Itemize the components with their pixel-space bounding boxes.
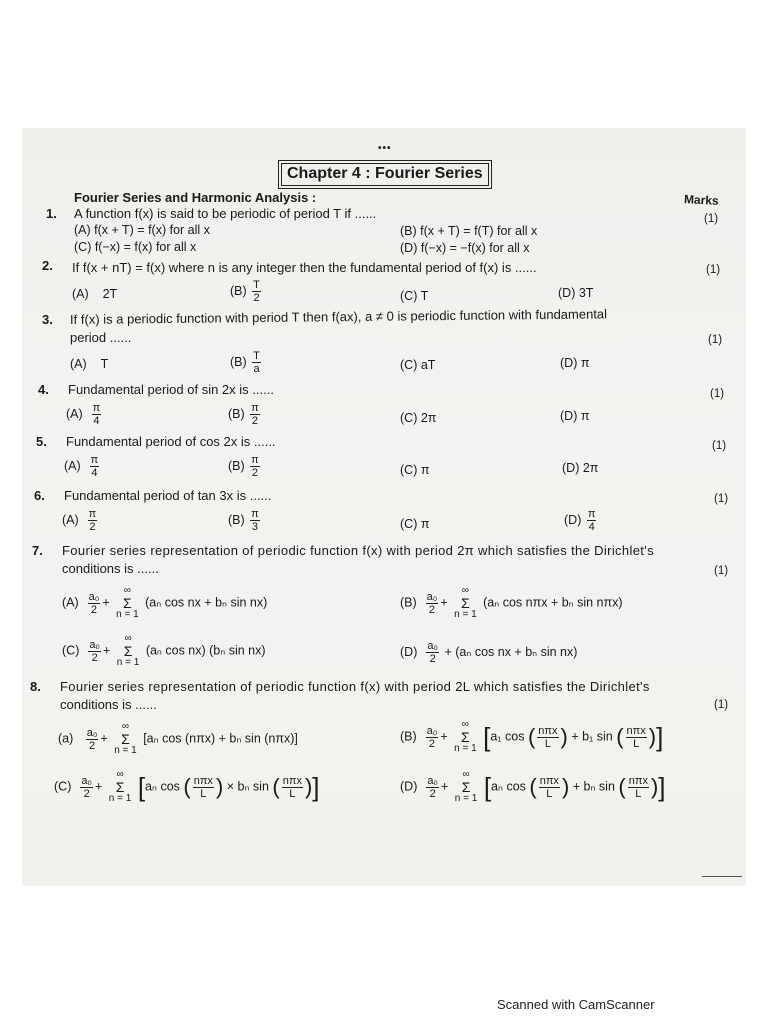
option-d: (D) 2π bbox=[562, 461, 599, 475]
option-a: (A) T bbox=[70, 357, 109, 371]
option-d: (D) f(−x) = −f(x) for all x bbox=[400, 241, 530, 255]
question-text: Fundamental period of cos 2x is ...... bbox=[66, 434, 276, 449]
question-text: Fourier series representation of periodic function f(x) with period 2π which satisfies the Dirichlet's bbox=[62, 543, 654, 558]
question-text-cont: conditions is ...... bbox=[60, 697, 157, 712]
option-d: (D) $\frac{\text{a₀}}{2}$ + (aₙ cos nx + bₙ sin nx) bbox=[400, 640, 578, 665]
section-title: Fourier Series and Harmonic Analysis : bbox=[74, 190, 317, 205]
option-a: (A) $\frac{\pi}{4}$ bbox=[64, 454, 99, 479]
question-marks: (1) bbox=[710, 388, 725, 400]
option-d: (D) 3T bbox=[558, 286, 594, 300]
question-marks: (1) bbox=[704, 213, 719, 225]
question-text: A function f(x) is said to be periodic of period T if ...... bbox=[74, 206, 377, 221]
option-b: (B) f(x + T) = f(T) for all x bbox=[400, 224, 538, 238]
question-marks: (1) bbox=[714, 565, 729, 577]
question-number: 2. bbox=[42, 258, 53, 273]
option-a: (A) 2T bbox=[72, 287, 118, 301]
question-number: 1. bbox=[46, 206, 57, 221]
option-c: (C) π bbox=[400, 517, 430, 531]
option-b: (B) $\frac{\text{a₀}}{2}$ + ∞ Σ n = 1 (aₙ cos nπx + bₙ sin nπx) bbox=[400, 585, 623, 620]
question-marks: (1) bbox=[714, 493, 729, 505]
question-marks: (1) bbox=[714, 699, 729, 711]
option-c: (C) π bbox=[400, 463, 430, 477]
question-text-cont: period ...... bbox=[70, 330, 132, 345]
option-a: (a) $\frac{\text{a₀}}{2}$ + ∞ Σ n = 1 [aₙ cos (nπx) + bₙ sin (nπx)] bbox=[58, 721, 298, 756]
question-text: Fourier series representation of periodic function f(x) with period 2L which satisfies the Dirichlet's bbox=[60, 679, 650, 694]
option-d: (D) $\frac{\text{a₀}}{2}$ + ∞ Σ n = 1 [aₙ cos ( $\frac{\text{nπx}}{L}$ ) + bₙ sin ( $\frac{\text{nπx}}{L}$ )] bbox=[400, 769, 666, 804]
option-a: (A) $\frac{\pi}{2}$ bbox=[62, 508, 97, 533]
option-b: (B) $\frac{T}{a}$ bbox=[230, 350, 260, 375]
option-c: (C) $\frac{\text{a₀}}{2}$ + ∞ Σ n = 1 (aₙ cos nx) (bₙ sin nx) bbox=[62, 633, 266, 668]
question-marks: (1) bbox=[708, 334, 723, 346]
option-b: (B) $\frac{\pi}{2}$ bbox=[228, 454, 259, 479]
option-a: (A) $\frac{\pi}{4}$ bbox=[66, 402, 101, 427]
question-marks: (1) bbox=[712, 440, 727, 452]
option-c: (C) T bbox=[400, 289, 429, 303]
question-number: 7. bbox=[32, 543, 43, 558]
question-number: 3. bbox=[42, 312, 53, 327]
option-d: (D) $\frac{\pi}{4}$ bbox=[564, 508, 596, 533]
option-b: (B) $\frac{T}{2}$ bbox=[230, 279, 260, 304]
option-d: (D) π bbox=[560, 409, 590, 423]
divider-line bbox=[702, 876, 742, 877]
question-text: If f(x) is a periodic function with period T then f(ax), a ≠ 0 is periodic function with fundamental bbox=[69, 306, 608, 327]
option-a: (A) f(x + T) = f(x) for all x bbox=[74, 223, 210, 237]
question-text-cont: conditions is ...... bbox=[62, 561, 159, 576]
question-number: 4. bbox=[38, 382, 49, 397]
question-number: 6. bbox=[34, 488, 45, 503]
question-marks: (1) bbox=[706, 264, 721, 276]
option-a: (A) $\frac{\text{a₀}}{2}$ + ∞ Σ n = 1 (aₙ cos nx + bₙ sin nx) bbox=[62, 585, 268, 620]
question-text: Fundamental period of sin 2x is ...... bbox=[68, 382, 274, 397]
chapter-title: Chapter 4 : Fourier Series bbox=[281, 163, 489, 186]
question-text: Fundamental period of tan 3x is ...... bbox=[64, 488, 272, 503]
option-c: (C) 2π bbox=[400, 411, 437, 425]
option-b: (B) $\frac{\pi}{3}$ bbox=[228, 508, 259, 533]
option-c: (C) $\frac{\text{a₀}}{2}$ + ∞ Σ n = 1 [aₙ cos ( $\frac{\text{nπx}}{L}$ ) × bₙ sin ( $\frac{\text{nπx}}{L}$ )] bbox=[54, 769, 320, 804]
marks-header: Marks bbox=[683, 192, 720, 208]
ornament-dots: ••• bbox=[378, 143, 392, 154]
option-d: (D) π bbox=[560, 356, 590, 370]
option-c: (C) f(−x) = f(x) for all x bbox=[74, 240, 197, 254]
option-c: (C) aT bbox=[400, 358, 436, 372]
question-number: 5. bbox=[36, 434, 47, 449]
option-b: (B) $\frac{\text{a₀}}{2}$ + ∞ Σ n = 1 [a₁ cos ( $\frac{\text{nπx}}{L}$ ) + b₁ sin ( $\frac{\text{nπx}}{L}$ )] bbox=[400, 719, 664, 754]
question-number: 8. bbox=[30, 679, 41, 694]
question-text: If f(x + nT) = f(x) where n is any integer then the fundamental period of f(x) is ...... bbox=[72, 260, 537, 275]
option-b: (B) $\frac{\pi}{2}$ bbox=[228, 402, 259, 427]
scanner-watermark: Scanned with CamScanner bbox=[497, 997, 655, 1012]
